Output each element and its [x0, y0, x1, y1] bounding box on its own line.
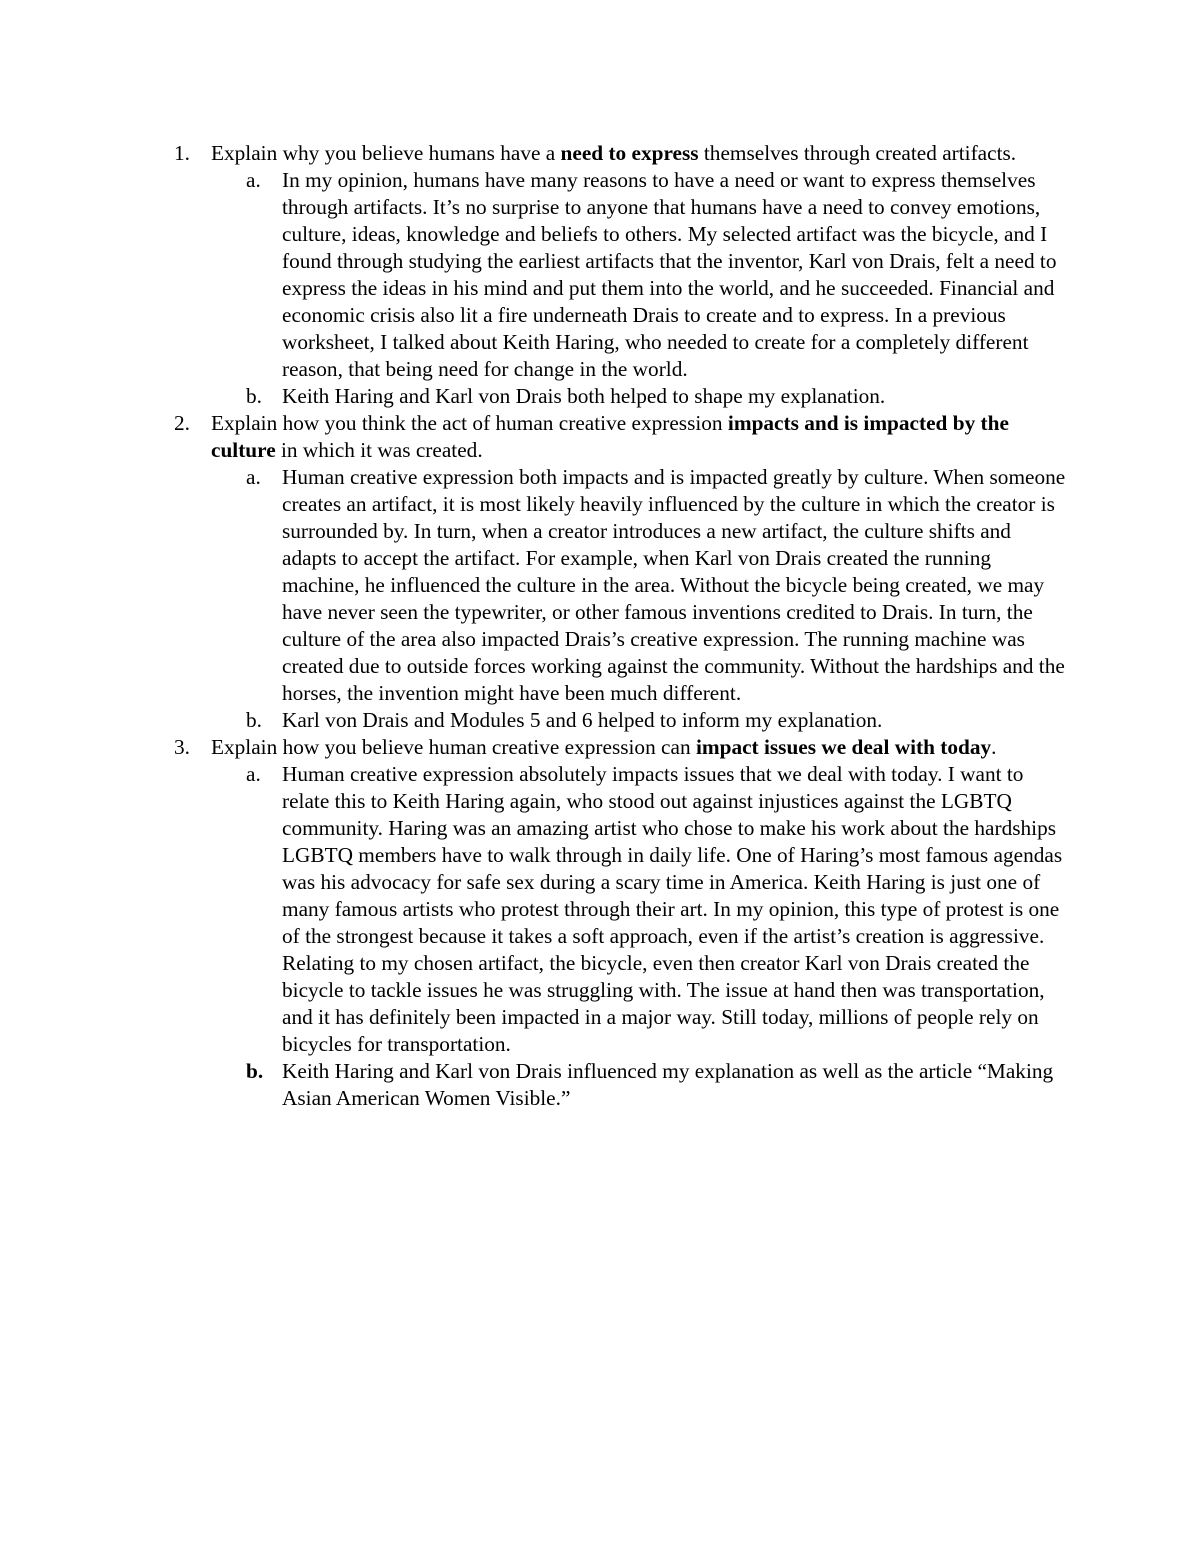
answer-item	[211, 707, 1066, 734]
question-text-segment: in which it was created.	[275, 438, 483, 462]
question-text	[211, 410, 1066, 464]
question-text-segment: Explain how you believe human creative expression can	[211, 735, 696, 759]
answer-item	[211, 167, 1066, 383]
answer-text: Karl von Drais and Modules 5 and 6 helped to inform my explanation.	[282, 708, 883, 732]
question-emphasis: impact issues we deal with today	[695, 735, 992, 759]
answer-list	[211, 761, 1066, 1112]
answer-letter: b.	[246, 384, 262, 408]
question-emphasis: impacts and is impacted by the culture	[211, 411, 1009, 462]
answer-letter: a.	[246, 465, 261, 489]
question-number: 2.	[174, 411, 190, 435]
answer-letter: b.	[246, 1059, 264, 1083]
question-text-segment: .	[991, 735, 997, 759]
answer-item	[211, 464, 1066, 707]
question-item	[0, 410, 1066, 734]
answer-letter: a.	[246, 168, 261, 192]
answer-letter: a.	[246, 762, 261, 786]
question-text-segment: themselves through created artifacts.	[698, 141, 1017, 165]
answer-item	[211, 1058, 1066, 1112]
question-text	[211, 140, 1066, 167]
question-number: 3.	[174, 735, 190, 759]
question-emphasis: need to express	[560, 141, 699, 165]
answer-item	[211, 761, 1066, 1058]
answer-text: Human creative expression absolutely impacts issues that we deal with today. I want to relate this to Keith Haring again, who stood out against injustices against the LGBTQ community. Haring was an amazing artist who chose to make his work about the hardships LGBTQ members have to walk through in daily life. One of Haring’s most famous agendas was his advocacy for safe sex during a scary time in America. Keith Haring is just one of many famous artists who protest through their art. In my opinion, this type of protest is one of the strongest because it takes a soft approach, even if the artist’s creation is aggressive. Relating to my chosen artifact, the bicycle, even then creator Karl von Drais created the bicycle to tackle issues he was struggling with. The issue at hand then was transportation, and it has definitely been impacted in a major way. Still today, millions of people rely on bicycles for transportation.	[282, 762, 1063, 1056]
question-list	[0, 140, 1200, 1112]
question-item	[0, 734, 1066, 1112]
question-text	[211, 734, 1066, 761]
answer-text: Keith Haring and Karl von Drais both helped to shape my explanation.	[282, 384, 886, 408]
answer-list	[211, 167, 1066, 410]
answer-letter: b.	[246, 708, 262, 732]
question-text-segment: Explain how you think the act of human creative expression	[211, 411, 728, 435]
answer-text: In my opinion, humans have many reasons to have a need or want to express themselves through artifacts. It’s no surprise to anyone that humans have a need to convey emotions, culture, ideas, knowledge and beliefs to others. My selected artifact was the bicycle, and I found through studying the earliest artifacts that the inventor, Karl von Drais, felt a need to express the ideas in his mind and put them into the world, and he succeeded. Financial and economic crisis also lit a fire underneath Drais to create and to express. In a previous worksheet, I talked about Keith Haring, who needed to create for a completely different reason, that being need for change in the world.	[282, 168, 1057, 381]
answer-text: Keith Haring and Karl von Drais influenced my explanation as well as the article “Making Asian American Women Visible.”	[282, 1059, 1054, 1110]
answer-text: Human creative expression both impacts and is impacted greatly by culture. When someone creates an artifact, it is most likely heavily influenced by the culture in which the creator is surrounded by. In turn, when a creator introduces a new artifact, the culture shifts and adapts to accept the artifact. For example, when Karl von Drais created the running machine, he influenced the culture in the area. Without the bicycle being created, we may have never seen the typewriter, or other famous inventions credited to Drais. In turn, the culture of the area also impacted Drais’s creative expression. The running machine was created due to outside forces working against the community. Without the hardships and the horses, the invention might have been much different.	[282, 465, 1066, 705]
answer-list	[211, 464, 1066, 734]
question-number: 1.	[174, 141, 190, 165]
question-item	[0, 140, 1066, 410]
question-text-segment: Explain why you believe humans have a	[211, 141, 561, 165]
answer-item	[211, 383, 1066, 410]
